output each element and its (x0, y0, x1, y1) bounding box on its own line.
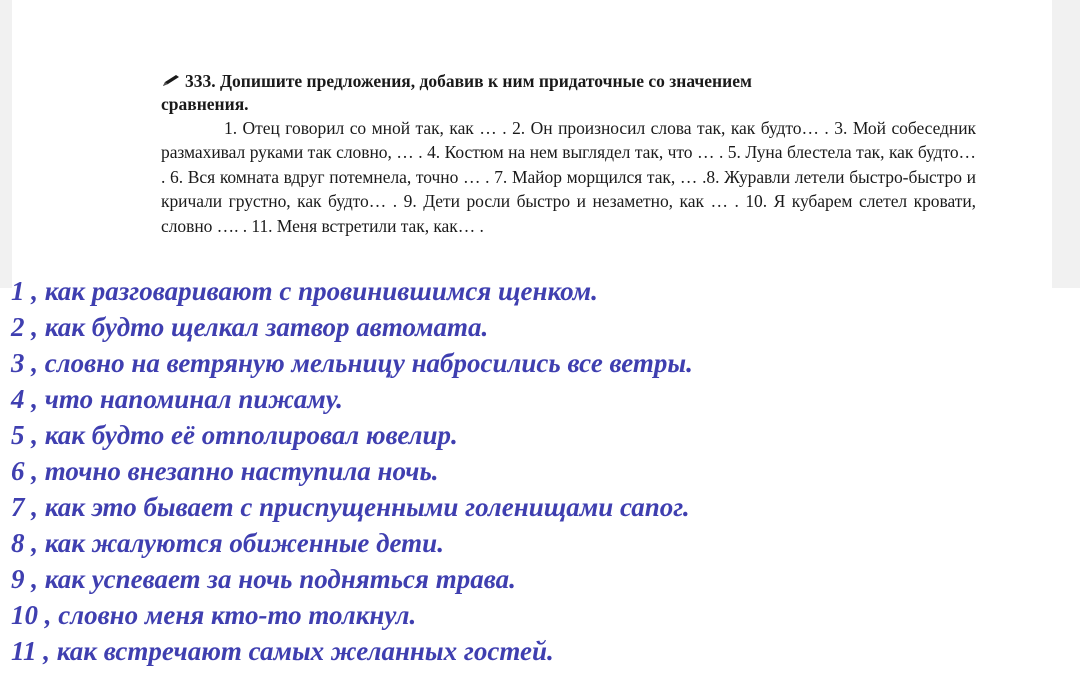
answer-6: 6 , точно внезапно наступила ночь. (11, 456, 439, 486)
answer-4: 4 , что напоминал пижаму. (11, 384, 343, 414)
answer-3: 3 , словно на ветряную мельницу набросились все ветры. (11, 348, 693, 378)
answer-8: 8 , как жалуются обиженные дети. (11, 528, 444, 558)
answer-7: 7 , как это бывает с приспущенными голенищами сапог. (11, 492, 690, 522)
exercise-block (161, 70, 976, 238)
exercise-heading-line2: сравнения. (161, 94, 249, 114)
answers-list (11, 273, 1071, 669)
answer-10: 10 , словно меня кто-то толкнул. (11, 600, 417, 630)
exercise-heading (161, 70, 976, 116)
answer-9: 9 , как успевает за ночь подняться трава. (11, 564, 516, 594)
exercise-heading-line1: 333. Допишите предложения, добавив к ним придаточные со значением (185, 71, 752, 91)
answer-5: 5 , как будто её отполировал ювелир. (11, 420, 458, 450)
answer-1: 1 , как разговаривают с провинившимся щенком. (11, 276, 598, 306)
answer-2: 2 , как будто щелкал затвор автомата. (11, 312, 489, 342)
exercise-body: 1. Отец говорил со мной так, как … . 2. Он произносил слова так, как будто… . 3. Мой собеседник размахивал руками так словно, … . 4. Костюм на нем выглядел так, что … . 5. Луна блестела так, как будто… . 6. Вся комната вдруг потемнела, точно … . 7. Майор морщился так, … .8. Журавли летели быстро-быстро и кричали грустно, как будто… . 9. Дети росли быстро и незаметно, как … . 10. Я кубарем слетел кровати, словно …. . 11. Меня встретили так, как… . (161, 118, 976, 236)
pencil-icon (161, 74, 181, 88)
answer-11: 11 , как встречают самых желанных гостей. (11, 636, 554, 666)
